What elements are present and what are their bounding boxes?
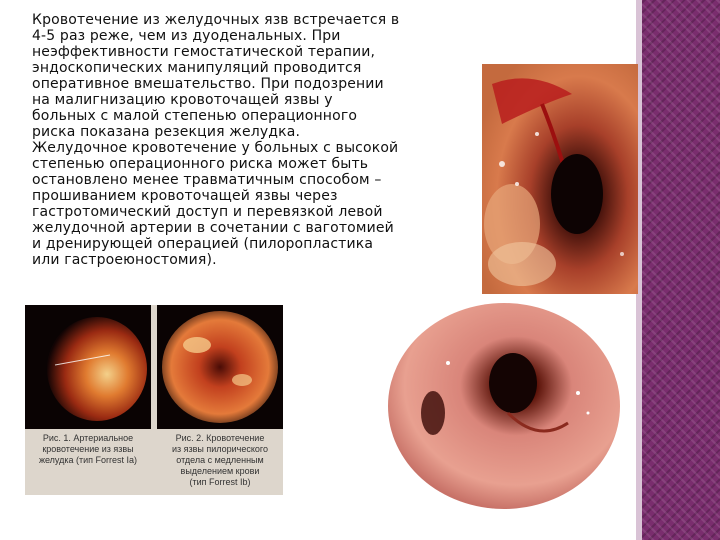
figure-1-image [25,305,151,429]
figure-2-caption: Рис. 2. Кровотечение из язвы пилорического отдела с медленным выделением крови (тип Forrest Ib) [171,433,269,487]
endoscopy-photo-bleeding-ulcer [482,64,638,294]
figure-2-image [157,305,283,429]
decorative-side-band [642,0,720,540]
slide-body-text: Кровотечение из желудочных язв встречается в 4-5 раз реже, чем из дуоденальных. При неэффективности гемостатической терапии, эндоскопических манипуляций проводится оперативное вмешательство. При подозрении на малигнизацию кровоточащей язвы у больных с малой степенью операционного риска показана резекция желудка. Желудочное кровотечение у больных с высокой степенью операционного риска может быть остановлено менее травматичным способом – прошиванием кровоточащей язвы через гастротомический доступ и перевязкой левой желудочной артерии в сочетании с ваготомией и дренирующей операцией (пилоропластика или гастроеюностомия). [32,12,400,268]
figure-panel [25,305,283,495]
figure-1-caption: Рис. 1. Артериальное кровотечение из язвы желудка (тип Forrest Ia) [38,433,138,465]
endoscopy-photo-gastric-mucosa [388,303,621,510]
